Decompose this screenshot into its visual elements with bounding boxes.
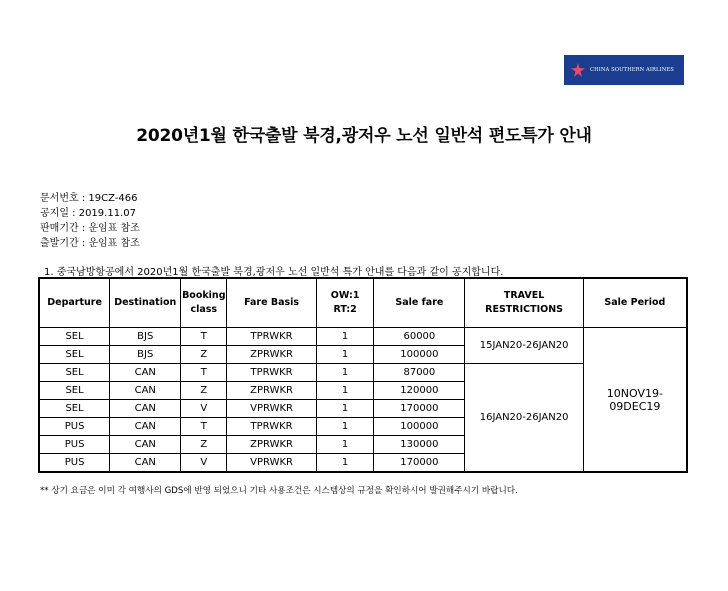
cell-class: Z bbox=[181, 436, 227, 454]
cell-owrt: 1 bbox=[316, 400, 373, 418]
cell-fare-basis: VPRWKR bbox=[227, 454, 317, 473]
cell-departure: PUS bbox=[39, 418, 110, 436]
cell-departure: SEL bbox=[39, 328, 110, 346]
airline-logo bbox=[564, 55, 684, 85]
cell-fare-basis: ZPRWKR bbox=[227, 382, 317, 400]
cell-class: V bbox=[181, 454, 227, 473]
table-header-row bbox=[39, 278, 687, 328]
table-row bbox=[39, 328, 687, 346]
notice-date: 공지일 : 2019.11.07 bbox=[40, 208, 136, 219]
cell-departure: SEL bbox=[39, 382, 110, 400]
cell-sale-period: 10NOV19-09DEC19 bbox=[583, 328, 687, 473]
header-travel-restrictions: TRAVEL RESTRICTIONS bbox=[465, 278, 583, 328]
cell-class: T bbox=[181, 418, 227, 436]
cell-owrt: 1 bbox=[316, 364, 373, 382]
cell-destination: CAN bbox=[110, 418, 181, 436]
cell-fare-basis: VPRWKR bbox=[227, 400, 317, 418]
cell-class: V bbox=[181, 400, 227, 418]
cell-destination: CAN bbox=[110, 364, 181, 382]
cell-departure: SEL bbox=[39, 364, 110, 382]
cell-departure: PUS bbox=[39, 454, 110, 473]
cell-fare-basis: ZPRWKR bbox=[227, 436, 317, 454]
cell-owrt: 1 bbox=[316, 418, 373, 436]
cell-class: T bbox=[181, 328, 227, 346]
cell-destination: CAN bbox=[110, 454, 181, 473]
cell-departure: SEL bbox=[39, 346, 110, 364]
cell-fare: 120000 bbox=[374, 382, 465, 400]
cell-destination: CAN bbox=[110, 382, 181, 400]
cell-class: Z bbox=[181, 346, 227, 364]
cell-fare: 170000 bbox=[374, 454, 465, 473]
cell-departure: SEL bbox=[39, 400, 110, 418]
cell-fare: 87000 bbox=[374, 364, 465, 382]
logo-text: CHINA SOUTHERN AIRLINES bbox=[590, 67, 674, 73]
header-booking-class: Booking class bbox=[181, 278, 227, 328]
header-fare-basis: Fare Basis bbox=[227, 278, 317, 328]
header-destination: Destination bbox=[110, 278, 181, 328]
departure-period-note: 출발기간 : 운임표 참조 bbox=[40, 238, 140, 249]
intro-text: 1. 중국남방항공에서 2020년1월 한국출발 북경,광저우 노선 일반석 특가 안내를 다음과 같이 공지합니다. bbox=[44, 267, 504, 278]
cell-owrt: 1 bbox=[316, 454, 373, 473]
cell-destination: CAN bbox=[110, 436, 181, 454]
header-sale-fare: Sale fare bbox=[374, 278, 465, 328]
cell-fare-basis: TPRWKR bbox=[227, 418, 317, 436]
cell-destination: CAN bbox=[110, 400, 181, 418]
fare-table bbox=[38, 277, 688, 473]
kapok-flower-icon bbox=[570, 62, 586, 78]
page-title: 2020년1월 한국출발 북경,광저우 노선 일반석 편도특가 안내 bbox=[136, 126, 592, 146]
cell-fare: 60000 bbox=[374, 328, 465, 346]
cell-owrt: 1 bbox=[316, 382, 373, 400]
cell-travel-can: 16JAN20-26JAN20 bbox=[465, 364, 583, 473]
cell-fare-basis: TPRWKR bbox=[227, 328, 317, 346]
header-departure: Departure bbox=[39, 278, 110, 328]
cell-fare: 170000 bbox=[374, 400, 465, 418]
document-meta bbox=[40, 191, 140, 251]
cell-class: T bbox=[181, 364, 227, 382]
cell-destination: BJS bbox=[110, 346, 181, 364]
cell-class: Z bbox=[181, 382, 227, 400]
cell-travel-bjs: 15JAN20-26JAN20 bbox=[465, 328, 583, 364]
cell-destination: BJS bbox=[110, 328, 181, 346]
cell-departure: PUS bbox=[39, 436, 110, 454]
footnote: ** 상기 요금은 이미 각 여행사의 GDS에 반영 되었으니 기타 사용조건은 시스템상의 규정을 확인하시어 발권해주시기 바랍니다. bbox=[40, 486, 518, 496]
cell-fare-basis: TPRWKR bbox=[227, 364, 317, 382]
cell-fare: 100000 bbox=[374, 346, 465, 364]
header-sale-period: Sale Period bbox=[583, 278, 687, 328]
cell-fare: 100000 bbox=[374, 418, 465, 436]
cell-owrt: 1 bbox=[316, 346, 373, 364]
cell-fare: 130000 bbox=[374, 436, 465, 454]
cell-owrt: 1 bbox=[316, 328, 373, 346]
sale-period-note: 판매기간 : 운임표 참조 bbox=[40, 223, 140, 234]
cell-owrt: 1 bbox=[316, 436, 373, 454]
doc-number: 문서번호 : 19CZ-466 bbox=[40, 193, 138, 204]
cell-fare-basis: ZPRWKR bbox=[227, 346, 317, 364]
header-ow-rt: OW:1 RT:2 bbox=[316, 278, 373, 328]
